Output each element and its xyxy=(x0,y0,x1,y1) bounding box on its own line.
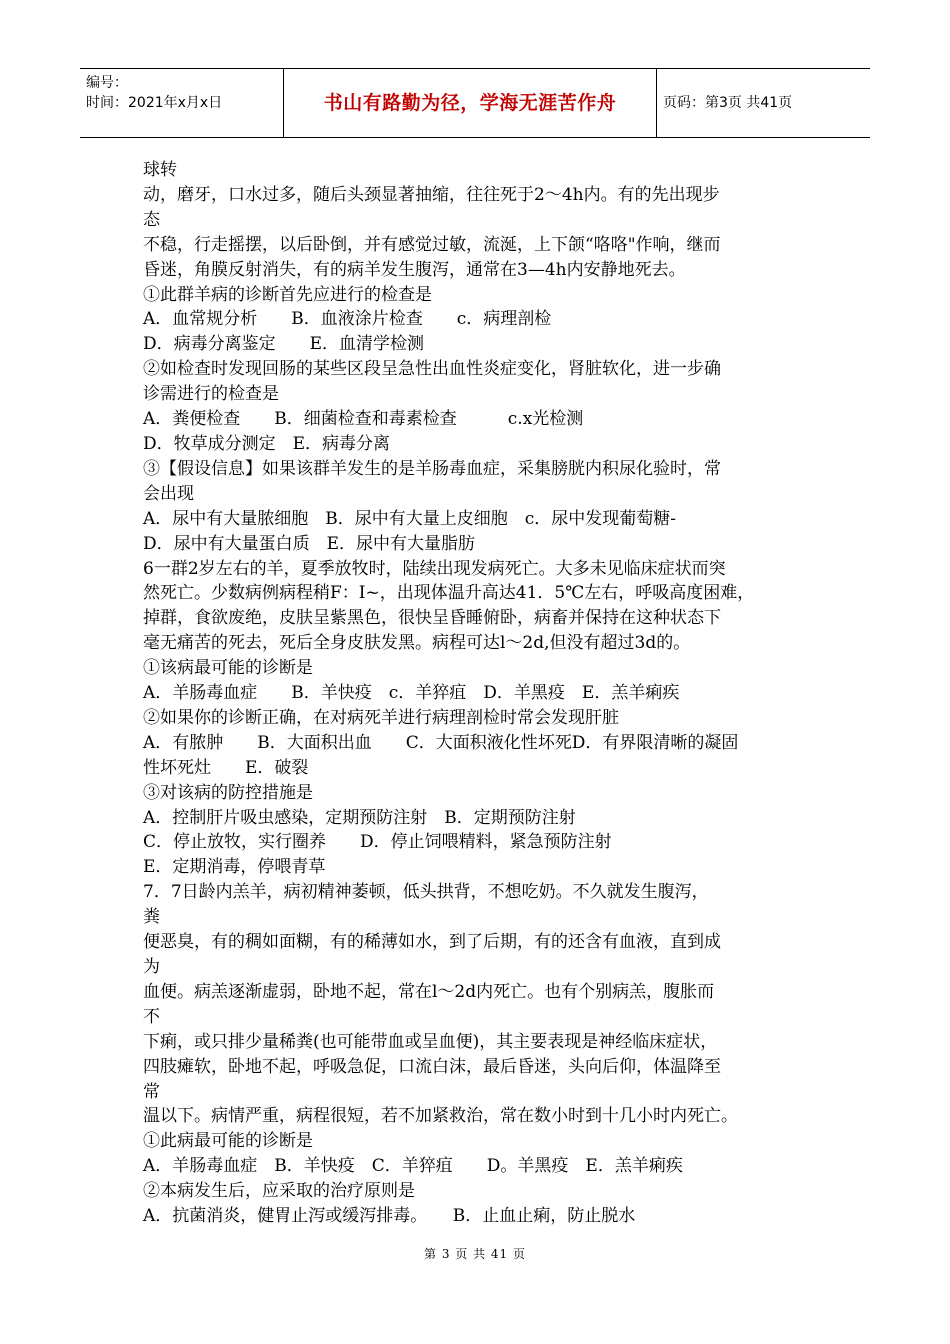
text-line: ①此群羊病的诊断首先应进行的检查是 xyxy=(143,284,432,305)
text-line: 7．7日龄内羔羊，病初精神萎顿，低头拱背，不想吃奶。不久就发生腹泻， xyxy=(143,882,709,903)
text-line: A．有脓肿 B．大面积出血 C．大面积液化性坏死D．有界限清晰的凝固 xyxy=(143,732,739,753)
text-line: 便恶臭，有的稠如面糊，有的稀薄如水，到了后期，有的还含有血液，直到成 xyxy=(143,932,721,953)
page-footer: 第 3 页 共 41 页 xyxy=(424,1247,526,1261)
text-line: A．血常规分析 B．血液涂片检查 c．病理剖检 xyxy=(143,309,552,330)
text-line: D．牧草成分测定 E．病毒分离 xyxy=(143,433,391,454)
text-line: 掉群，食欲废绝，皮肤呈紫黑色，很快呈昏睡俯卧，病畜并保持在这种状态下 xyxy=(143,608,721,629)
text-line: ③【假设信息】如果该群羊发生的是羊肠毒血症，采集膀胱内积尿化验时，常 xyxy=(143,458,721,479)
number-label: 编号： xyxy=(86,75,128,91)
header-motto-cell xyxy=(284,69,657,137)
text-line: 温以下。病情严重，病程很短，若不加紧救治，常在数小时到十几小时内死亡。 xyxy=(143,1106,738,1127)
page-info: 页码：第3页 共41页 xyxy=(663,95,793,111)
text-line: 不稳，行走摇摆，以后卧倒，并有感觉过敏，流涎，上下颌“咯咯"作响，继而 xyxy=(143,234,721,255)
text-line: A．羊肠毒血症 B．羊快疫 c．羊猝疽 D．羊黑疫 E．羔羊痢疾 xyxy=(143,683,680,704)
text-line: E．定期消毒，停喂青草 xyxy=(143,857,326,878)
text-line: 粪 xyxy=(143,907,160,928)
text-line: 球转 xyxy=(143,160,177,180)
text-line: 常 xyxy=(143,1081,160,1102)
text-line: 昏迷，角膜反射消失，有的病羊发生腹泻，通常在3—4h内安静地死去。 xyxy=(143,259,686,280)
text-line: 诊需进行的检查是 xyxy=(143,384,279,405)
text-line: A．抗菌消炎，健胃止泻或缓泻排毒。 B．止血止痢，防止脱水 xyxy=(143,1206,636,1227)
text-line: A．粪便检查 B．细菌检查和毒素检查 c.x光检测 xyxy=(143,409,584,430)
text-line: 性坏死灶 E．破裂 xyxy=(143,757,309,778)
text-line: 血便。病羔逐渐虚弱，卧地不起，常在l～2d内死亡。也有个别病羔，腹胀而 xyxy=(143,981,715,1002)
text-line: ②本病发生后，应采取的治疗原则是 xyxy=(143,1181,415,1202)
text-line: 毫无痛苦的死去，死后全身皮肤发黑。病程可达l～2d,但没有超过3d的。 xyxy=(143,633,691,654)
motto: 书山有路勤为径，学海无涯苦作舟 xyxy=(323,92,617,114)
text-line: D．尿中有大量蛋白质 E．尿中有大量脂肪 xyxy=(143,533,476,554)
text-line: 态 xyxy=(143,209,160,230)
text-line: 会出现 xyxy=(143,483,194,504)
header-page-cell xyxy=(657,69,870,137)
text-line: 为 xyxy=(143,957,160,977)
text-line: A．羊肠毒血症 B．羊快疫 C．羊猝疽 D。羊黑疫 E．羔羊痢疾 xyxy=(143,1156,683,1177)
text-line: D．病毒分离鉴定 E．血清学检测 xyxy=(143,334,425,355)
text-line: C．停止放牧，实行圈养 D．停止饲喂精料，紧急预防注射 xyxy=(143,832,612,853)
text-line: ①此病最可能的诊断是 xyxy=(143,1131,313,1152)
text-line: ②如检查时发现回肠的某些区段呈急性出血性炎症变化，肾脏软化，进一步确 xyxy=(143,359,721,380)
text-line: 然死亡。少数病例病程稍F：I~，出现体温升高达41．5℃左右，呼吸高度困难， xyxy=(143,583,755,604)
text-line: 下痢，或只排少量稀粪(也可能带血或呈血便)，其主要表现是神经临床症状， xyxy=(143,1031,718,1052)
document-body xyxy=(143,158,813,1229)
text-line: 四肢瘫软，卧地不起，呼吸急促，口流白沫，最后昏迷，头向后仰，体温降至 xyxy=(143,1056,721,1077)
text-line: ③对该病的防控措施是 xyxy=(143,782,313,803)
text-line: 不 xyxy=(143,1006,160,1027)
text-line: ①该病最可能的诊断是 xyxy=(143,658,313,679)
text-line: 动，磨牙，口水过多，随后头颈显著抽缩，往往死于2～4h内。有的先出现步 xyxy=(143,184,720,205)
time-label: 时间：2021年x月x日 xyxy=(86,95,223,111)
text-line: 6一群2岁左右的羊，夏季放牧时，陆续出现发病死亡。大多未见临床症状而突 xyxy=(143,558,726,579)
text-line: ②如果你的诊断正确，在对病死羊进行病理剖检时常会发现肝脏 xyxy=(143,707,619,728)
text-line: A．控制肝片吸虫感染，定期预防注射 B．定期预防注射 xyxy=(143,807,576,828)
page-header xyxy=(80,68,870,138)
text-line: A．尿中有大量脓细胞 B．尿中有大量上皮细胞 c．尿中发现葡萄糖- xyxy=(143,508,677,529)
header-meta xyxy=(80,69,284,137)
